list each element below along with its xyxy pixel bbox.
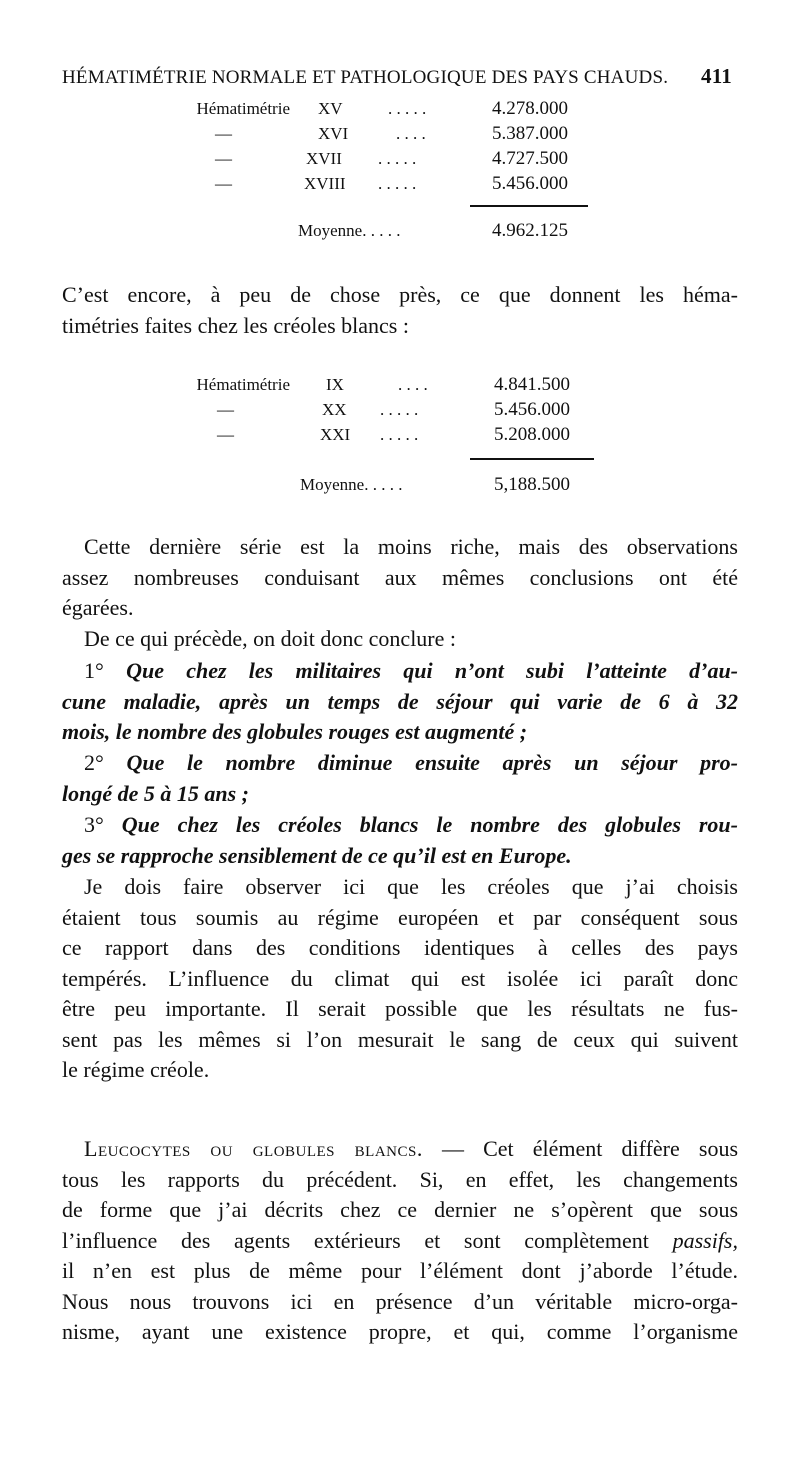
total-label: Moyenne. . . . . [298, 221, 401, 240]
conclusion-line: ges se rapproche sensiblement de ce qu’il est en Europe. [62, 842, 572, 868]
row-value: 5.387.000 [492, 123, 568, 144]
conclusion-number: 3° [84, 812, 104, 837]
total-row [0, 472, 800, 497]
italic-word: passifs, [672, 1227, 738, 1253]
row-value: 4.278.000 [492, 98, 568, 119]
conclusion-line: longé de 5 à 15 ans ; [62, 780, 249, 806]
paragraph-line: nisme, ayant une existence propre, et qui, comme l’organisme [62, 1319, 738, 1344]
paragraph-line: — Cet élément diffère sous [441, 1136, 739, 1161]
paragraph-line: Je dois faire observer ici que les créoles que j’ai choisis [84, 874, 738, 899]
conclusion-3 [62, 810, 738, 871]
paragraph-line: ce rapport dans des conditions identiques à celles des pays [62, 935, 738, 960]
paragraph-line: égarées. [62, 595, 134, 620]
row-label: Hématimétrie [196, 375, 290, 394]
total-label: Moyenne. . . . . [300, 475, 403, 494]
paragraph-line: timétries faites chez les créoles blancs : [62, 312, 409, 338]
conclusion-1 [62, 656, 738, 748]
row-label: — [217, 400, 234, 419]
row-roman: XXI [320, 425, 351, 444]
row-value: 5.208.000 [494, 424, 570, 445]
paragraph-2 [62, 532, 738, 624]
row-value: 5.456.000 [494, 399, 570, 420]
row-dots: . . . . . [378, 149, 417, 168]
paragraph-line: sent pas les mêmes si l’on mesurait le sang de ceux qui suivent [62, 1026, 738, 1052]
row-value: 5.456.000 [492, 173, 568, 194]
row-dots: . . . . . [388, 99, 427, 118]
paragraph-line: tous les rapports du précédent. Si, en effet, les changements [62, 1166, 738, 1192]
table-row [0, 146, 800, 171]
row-dots: . . . . . [380, 400, 419, 419]
sum-rule [470, 458, 594, 460]
table-row [0, 171, 800, 196]
row-value: 4.841.500 [494, 374, 570, 395]
total-row [0, 218, 800, 243]
paragraph-line: être peu importante. Il serait possible que les résultats ne fus- [62, 996, 738, 1021]
row-label: — [215, 149, 232, 168]
paragraph-line: le régime créole. [62, 1057, 210, 1082]
table-row [0, 121, 800, 146]
table-row [0, 372, 800, 397]
row-dots: . . . . . [378, 174, 417, 193]
row-roman: XVIII [304, 174, 346, 193]
paragraph-line: l’influence des agents extérieurs et sont complètement [62, 1227, 673, 1253]
paragraph-1 [62, 280, 738, 341]
hematimetry-table-2 [0, 372, 800, 447]
paragraph-line: tempérés. L’influence du climat qui est isolée ici paraît donc [62, 965, 738, 991]
conclusion-2 [62, 748, 738, 809]
row-roman: XV [318, 99, 343, 118]
paragraph-3 [62, 624, 738, 655]
paragraph-line: Nous nous trouvons ici en présence d’un véritable micro-orga- [62, 1288, 738, 1314]
row-roman: XX [322, 400, 347, 419]
paragraph-line: C’est encore, à peu de chose près, ce que donnent les héma- [62, 282, 738, 307]
row-label: — [217, 425, 234, 444]
conclusion-line: Que le nombre diminue ensuite après un séjour pro- [126, 750, 738, 775]
conclusion-number: 1° [84, 658, 104, 683]
paragraph-line: assez nombreuses conduisant aux mêmes conclusions ont été [62, 564, 738, 590]
conclusion-number: 2° [84, 750, 104, 775]
section-heading: Leucocytes ou globules blancs. [84, 1136, 423, 1161]
paragraph-5 [62, 1134, 738, 1348]
table-row [0, 422, 800, 447]
table-2-total [0, 472, 800, 497]
page-number: 411 [701, 64, 732, 88]
paragraph-line: De ce qui précède, on doit donc conclure : [84, 626, 457, 651]
row-roman: IX [326, 375, 344, 394]
row-label: Hématimétrie [196, 99, 290, 118]
row-label: — [215, 124, 232, 143]
paragraph-4 [62, 872, 738, 1086]
paragraph-line: de forme que j’ai décrits chez ce dernier ne s’opèrent que sous [62, 1197, 738, 1222]
row-dots: . . . . [396, 124, 426, 143]
paragraph-line: il n’en est plus de même pour l’élément dont j’aborde l’étude. [62, 1258, 738, 1283]
conclusion-line: mois, le nombre des globules rouges est augmenté ; [62, 719, 528, 744]
row-roman: XVI [318, 124, 349, 143]
table-row [0, 96, 800, 121]
sum-rule [470, 205, 588, 207]
table-1-total [0, 218, 800, 243]
row-label: — [215, 174, 232, 193]
total-value: 5,188.500 [494, 474, 570, 495]
running-head [62, 64, 732, 89]
row-dots: . . . . [398, 375, 428, 394]
total-value: 4.962.125 [492, 220, 568, 241]
running-title: HÉMATIMÉTRIE NORMALE ET PATHOLOGIQUE DES PAYS CHAUDS. [62, 67, 669, 88]
conclusion-line: Que chez les militaires qui n’ont subi l’atteinte d’au- [126, 658, 739, 683]
row-value: 4.727.500 [492, 148, 568, 169]
paragraph-line: étaient tous soumis au régime européen et par conséquent sous [62, 904, 738, 930]
row-dots: . . . . . [380, 425, 419, 444]
paragraph-line: Cette dernière série est la moins riche, mais des observations [84, 534, 738, 559]
row-roman: XVII [306, 149, 342, 168]
hematimetry-table-1 [0, 96, 800, 196]
conclusion-line: cune maladie, après un temps de séjour qui varie de 6 à 32 [62, 688, 738, 714]
table-row [0, 397, 800, 422]
conclusion-line: Que chez les créoles blancs le nombre des globules rou- [121, 812, 738, 837]
